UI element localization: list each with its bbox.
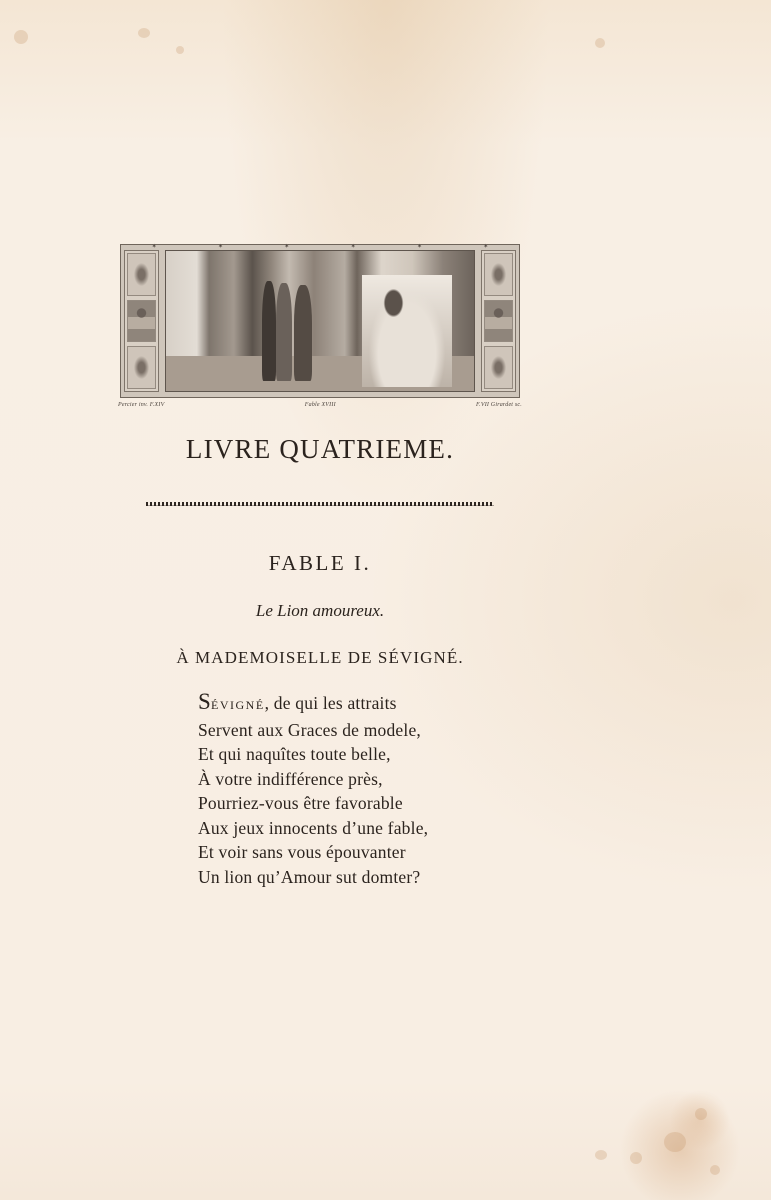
figure (262, 281, 276, 381)
poem-line: Et voir sans vous épouvanter (198, 842, 406, 862)
poem-line: À votre indifférence près, (198, 768, 383, 789)
vase-ornament-icon (127, 253, 156, 296)
poem-line: Et qui naquîtes toute belle, (198, 744, 391, 764)
poem-line: Servent aux Graces de modele, (198, 719, 422, 740)
left-ornament-panel (124, 250, 159, 392)
figure (276, 283, 292, 381)
poem-line: Aux jeux innocents d’une fable, (198, 817, 429, 838)
book-title: LIVRE QUATRIEME. (185, 434, 455, 464)
foxing-spot (176, 46, 184, 54)
poem (198, 690, 428, 889)
first-line-rest: , de qui les attraits (264, 693, 397, 713)
fable-title: Le Lion amoureux. (255, 601, 385, 620)
vase-ornament-icon (484, 253, 513, 296)
engraving-plate (120, 244, 520, 398)
seated-elder-on-bed (362, 275, 452, 387)
verso-show-through (248, 405, 252, 525)
poem-line (198, 690, 428, 718)
credit-designer: Percier inv. F.XIV (118, 402, 165, 408)
bust-ornament-icon (127, 300, 156, 343)
foxing-spot (595, 1150, 607, 1160)
figure (294, 285, 312, 381)
foxing-spot (630, 1152, 642, 1164)
plate-border-stars: ✶ ✶ ✶ ✶ ✶ ✶ (151, 244, 489, 250)
dedication: À MADEMOISELLE DE SÉVIGNÉ. (176, 648, 464, 667)
foxing-spot (664, 1132, 686, 1152)
right-ornament-panel (481, 250, 516, 392)
foxing-spot (710, 1165, 720, 1175)
vase-ornament-icon (484, 346, 513, 389)
foxing-spot (595, 38, 605, 48)
poem-line: Pourriez-vous être favorable (198, 793, 403, 813)
decorative-rule (146, 502, 494, 506)
vase-ornament-icon (127, 346, 156, 389)
poem-line: Un lion qu’Amour sut domter? (198, 866, 421, 887)
plate-credits (118, 402, 522, 408)
foxing-spot (14, 30, 28, 44)
credit-engraver: F.VII Girardet sc. (476, 402, 522, 408)
fable-number: FABLE I. (268, 551, 372, 575)
initial-letter: S (198, 689, 211, 714)
figure-ornament-icon (484, 300, 513, 343)
foxing-spot (695, 1108, 707, 1120)
credit-fable: Fable XVIII (304, 402, 336, 408)
initial-word-smallcaps: ÉVIGNÉ (211, 698, 265, 712)
foxing-spot (138, 28, 150, 38)
engraving-scene (165, 250, 475, 392)
